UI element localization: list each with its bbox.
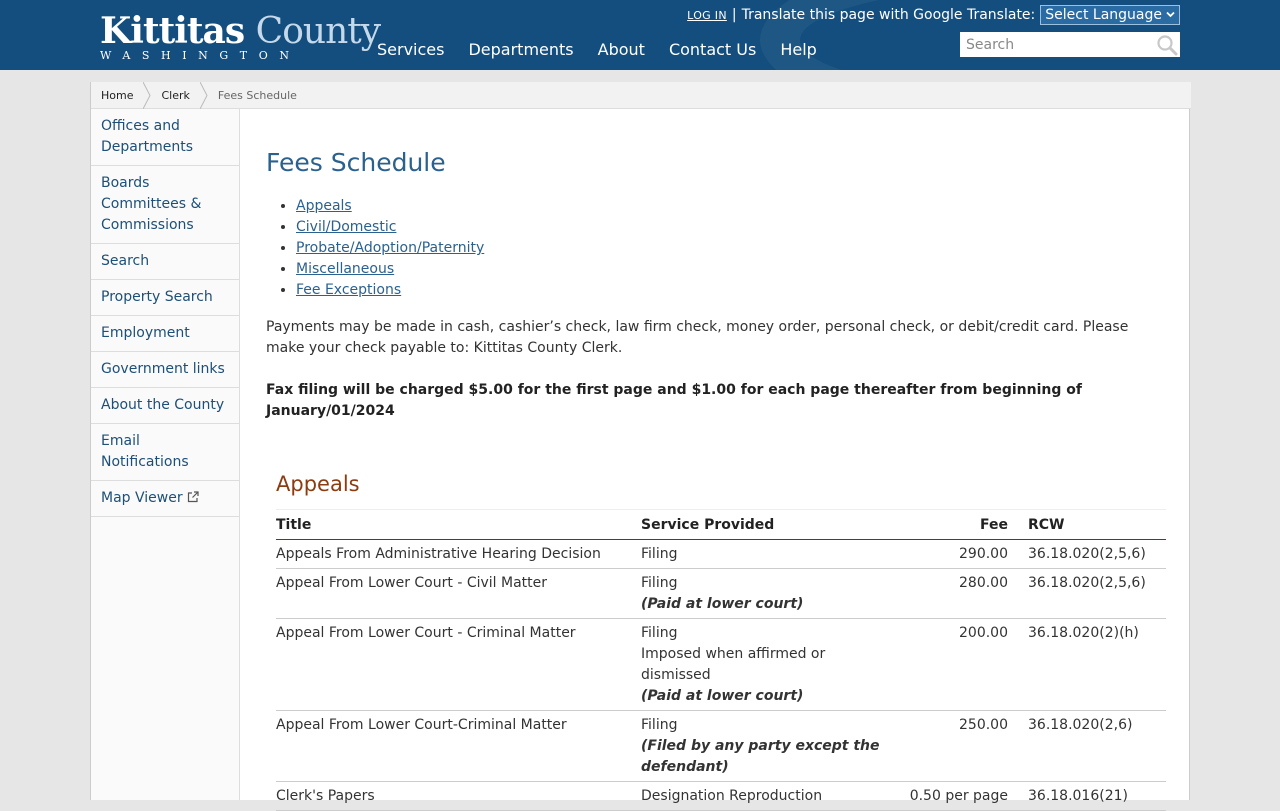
logo-subtitle: WASHINGTON bbox=[100, 49, 301, 62]
breadcrumb-current: Fees Schedule bbox=[217, 88, 297, 102]
sidebar-item-email-notifications[interactable]: Email Notifications bbox=[91, 424, 239, 481]
toc-link-fee-exceptions[interactable]: Fee Exceptions bbox=[296, 282, 402, 298]
row-title: Appeal From Lower Court - Criminal Matter bbox=[276, 618, 641, 710]
page-container bbox=[90, 82, 1190, 804]
service-line: Filing bbox=[641, 624, 678, 641]
sidebar-item-property-search[interactable]: Property Search bbox=[91, 280, 239, 316]
fax-notice: Fax filing will be charged $5.00 for the first page and $1.00 for each page thereafter from beginning of January/01/2024 bbox=[266, 382, 1082, 419]
sidebar-item-boards[interactable]: Boards Committees & Commissions bbox=[91, 166, 239, 244]
language-select[interactable] bbox=[1040, 5, 1180, 25]
sidebar-item-offices[interactable]: Offices and Departments bbox=[91, 109, 239, 166]
row-service bbox=[641, 781, 886, 810]
utility-separator: | bbox=[731, 7, 737, 23]
table-of-contents bbox=[296, 196, 1166, 301]
row-title: Appeals From Administrative Hearing Decision bbox=[276, 539, 641, 568]
row-title: Appeal From Lower Court - Civil Matter bbox=[276, 568, 641, 618]
toc-item bbox=[296, 280, 1166, 301]
sidebar-item-government-links[interactable]: Government links bbox=[91, 352, 239, 388]
service-note: (Filed by any party except the defendant) bbox=[641, 737, 880, 775]
logo-word-kittitas: Kittitas bbox=[100, 10, 245, 52]
nav-departments[interactable]: Departments bbox=[468, 40, 574, 59]
breadcrumb-clerk[interactable]: Clerk bbox=[161, 88, 190, 102]
table-row bbox=[276, 539, 1166, 568]
nav-about[interactable]: About bbox=[597, 40, 645, 59]
row-service bbox=[641, 710, 886, 781]
search-icon[interactable] bbox=[1156, 34, 1178, 56]
payment-info: Payments may be made in cash, cashier’s check, law firm check, money order, personal check, or debit/credit card. Please make your check payable to: Kittitas County Clerk. bbox=[266, 319, 1129, 356]
section-heading-appeals: Appeals bbox=[276, 472, 360, 496]
sidebar-item-about-county[interactable]: About the County bbox=[91, 388, 239, 424]
toc-item bbox=[296, 217, 1166, 238]
breadcrumb bbox=[91, 82, 1191, 109]
header-utility-bar bbox=[687, 5, 1180, 25]
main-content bbox=[266, 109, 1166, 811]
sidebar-item-label: Map Viewer bbox=[101, 490, 183, 506]
row-rcw: 36.18.016(21) bbox=[1018, 781, 1166, 810]
login-link[interactable]: LOG IN bbox=[687, 8, 727, 22]
site-header bbox=[0, 0, 1280, 70]
toc-link-civil-domestic[interactable]: Civil/Domestic bbox=[296, 219, 397, 235]
table-header-row bbox=[276, 510, 1166, 539]
breadcrumb-home[interactable]: Home bbox=[101, 88, 134, 102]
site-search bbox=[960, 32, 1180, 57]
service-note: (Paid at lower court) bbox=[641, 687, 804, 704]
table-row bbox=[276, 568, 1166, 618]
sidebar-item-employment[interactable]: Employment bbox=[91, 316, 239, 352]
table-row bbox=[276, 710, 1166, 781]
service-line: Filing bbox=[641, 574, 678, 591]
service-note: (Paid at lower court) bbox=[641, 595, 804, 612]
breadcrumb-chevron-icon bbox=[143, 82, 151, 109]
toc-link-miscellaneous[interactable]: Miscellaneous bbox=[296, 261, 395, 277]
toc-link-appeals[interactable]: Appeals bbox=[296, 198, 352, 214]
logo-word-county: County bbox=[255, 11, 381, 52]
row-service bbox=[641, 618, 886, 710]
row-service bbox=[641, 568, 886, 618]
row-fee: 200.00 bbox=[886, 618, 1018, 710]
row-fee: 280.00 bbox=[886, 568, 1018, 618]
row-rcw: 36.18.020(2,6) bbox=[1018, 710, 1166, 781]
service-line: Filing bbox=[641, 545, 678, 562]
fees-table bbox=[276, 510, 1166, 811]
row-rcw: 36.18.020(2,5,6) bbox=[1018, 539, 1166, 568]
breadcrumb-chevron-icon bbox=[200, 82, 208, 109]
row-fee: 290.00 bbox=[886, 539, 1018, 568]
sidebar-nav bbox=[91, 109, 240, 800]
row-title: Clerk's Papers bbox=[276, 781, 641, 810]
site-logo[interactable] bbox=[100, 10, 381, 62]
column-header-rcw: RCW bbox=[1018, 510, 1166, 539]
column-header-fee: Fee bbox=[886, 510, 1018, 539]
logo-wordmark bbox=[100, 10, 381, 52]
translate-label: Translate this page with Google Translate: bbox=[741, 7, 1036, 23]
sidebar-item-search[interactable]: Search bbox=[91, 244, 239, 280]
table-row bbox=[276, 781, 1166, 810]
nav-contact-us[interactable]: Contact Us bbox=[668, 40, 757, 59]
nav-services[interactable]: Services bbox=[377, 40, 445, 59]
external-link-icon bbox=[187, 489, 199, 501]
page-title: Fees Schedule bbox=[266, 148, 446, 177]
sidebar-item-map-viewer[interactable] bbox=[91, 481, 239, 517]
column-header-title: Title bbox=[276, 510, 641, 539]
row-fee: 0.50 per page bbox=[886, 781, 1018, 810]
column-header-service: Service Provided bbox=[641, 510, 886, 539]
service-line: Filing bbox=[641, 716, 678, 733]
row-fee: 250.00 bbox=[886, 710, 1018, 781]
main-nav bbox=[377, 40, 841, 59]
row-rcw: 36.18.020(2)(h) bbox=[1018, 618, 1166, 710]
service-line: Designation Reproduction bbox=[641, 787, 823, 804]
row-rcw: 36.18.020(2,5,6) bbox=[1018, 568, 1166, 618]
toc-link-probate[interactable]: Probate/Adoption/Paternity bbox=[296, 240, 485, 256]
row-service bbox=[641, 539, 886, 568]
chevron-down-icon bbox=[1166, 10, 1175, 21]
row-title: Appeal From Lower Court-Criminal Matter bbox=[276, 710, 641, 781]
nav-help[interactable]: Help bbox=[780, 40, 817, 59]
toc-item bbox=[296, 259, 1166, 280]
toc-item bbox=[296, 196, 1166, 217]
table-row bbox=[276, 618, 1166, 710]
search-input[interactable] bbox=[960, 33, 1150, 56]
language-select-value: Select Language bbox=[1045, 7, 1162, 23]
service-line: Imposed when affirmed or dismissed bbox=[641, 645, 826, 683]
toc-item bbox=[296, 238, 1166, 259]
